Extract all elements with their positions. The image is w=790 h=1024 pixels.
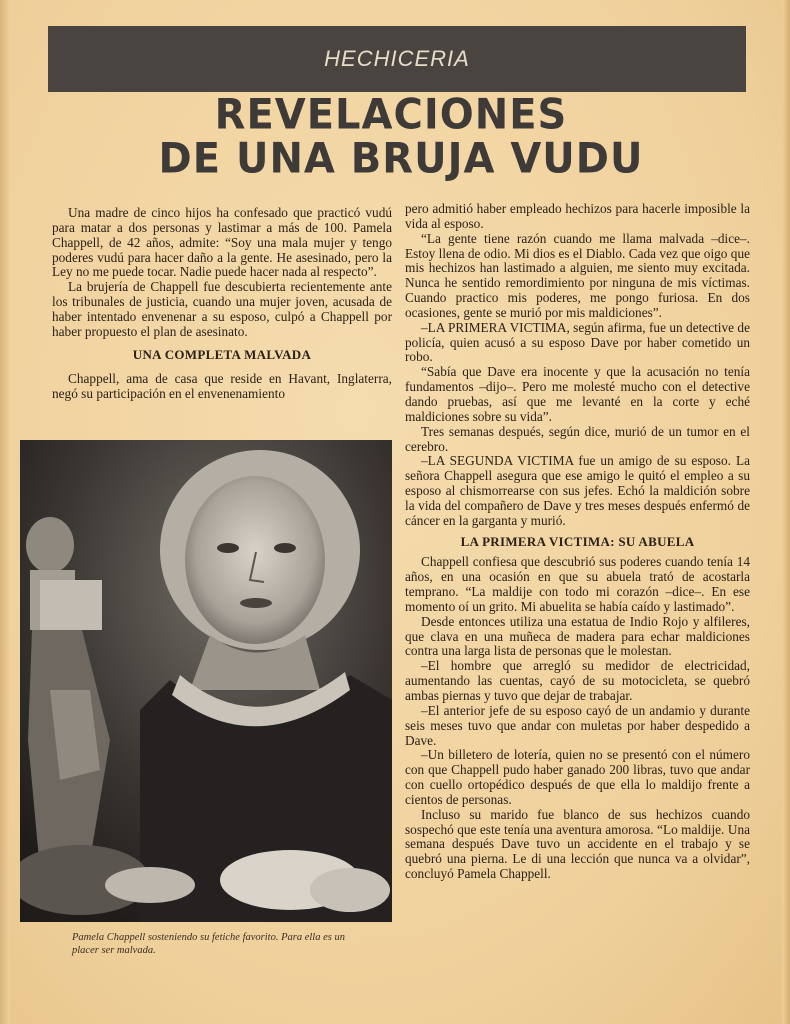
right-paragraph: Tres semanas después, según dice, murió de un tumor en el cerebro. — [405, 423, 750, 454]
section-label: HECHICERIA — [324, 46, 470, 71]
photo-illustration — [20, 440, 392, 922]
right-paragraph: –Un billetero de lotería, quien no se presentó con el número con que Chappell pudo haber ganado 200 libras, tuvo que andar con cuello ortopédico después de que ella lo maldijo frente a cientos de personas. — [405, 747, 750, 807]
left-paragraph: La brujería de Chappell fue descubierta recientemente ante los tribunales de justicia, cuando una mujer joven, acusada de haber intentado envenenar a su esposo, culpó a Chappell por haber propuesto el plan de asesinato. — [52, 279, 392, 339]
right-paragraph: Desde entonces utiliza una estatua de Indio Rojo y alfileres, que clava en una muñeca de madera para echar maldiciones contra una larga lista de personas que le molestan. — [405, 613, 750, 659]
photo-caption: Pamela Chappell sosteniendo su fetiche favorito. Para ella es un placer ser malvada. — [72, 932, 345, 956]
headline-line-1: REVELACIONES — [214, 90, 568, 140]
left-subhead: UNA COMPLETA MALVADA — [132, 346, 312, 362]
right-paragraph: “La gente tiene razón cuando me llama malvada –dice–. Estoy llena de odio. Mi dios es el Diablo. Cada vez que oigo que mis hechizos han lastimado a alguien, me siento muy excitada. Nunca he sentido remordimiento por ninguna de mis víctimas. Cuando practico mis poderes, me pongo furiosa. En dos ocasiones, gente se murió por mis maldiciones”. — [405, 230, 750, 320]
right-paragraph: –LA PRIMERA VICTIMA, según afirma, fue un detective de policía, quien acusó a su esposo Dave por haber cometido un robo. — [405, 319, 750, 365]
right-paragraph: Chappell confiesa que descubrió sus poderes cuando tenía 14 años, en una ocasión en que su abuela trató de acostarla temprano. “La maldije con todo mi corazón –dice–. En ese momento oí un grito. Mi abuelita se había caído y lastimado”. — [405, 554, 750, 614]
headline-line-2: DE UNA BRUJA VUDU — [158, 134, 644, 184]
left-column — [52, 206, 392, 402]
left-paragraph: Chappell, ama de casa que reside en Havant, Inglaterra, negó su participación en el envenenamiento — [52, 371, 392, 402]
right-paragraph: Incluso su marido fue blanco de sus hechizos cuando sospechó que este tenía una aventura amorosa. “Lo maldije. Una semana después Dave tuvo un accidente en el trabajo y se quebró una pierna. Le di una lección que nunca va a olvidar”, concluyó Pamela Chappell. — [405, 806, 750, 882]
right-paragraph: –LA SEGUNDA VICTIMA fue un amigo de su esposo. La señora Chappell asegura que ese amigo le quitó el empleo a su esposo al chismorrearse con sus jefes. Echó la maldición sobre la vida del compañero de Dave y tres meses después enfermó de cáncer en la garganta y murió. — [405, 453, 750, 528]
right-column — [405, 202, 750, 882]
article-photo — [20, 440, 392, 922]
right-paragraph: –El anterior jefe de su esposo cayó de un andamio y durante seis meses tuvo que andar con muletas por haber despedido a Dave. — [405, 702, 750, 748]
right-subhead: LA PRIMERA VICTIMA: SU ABUELA — [460, 533, 695, 549]
left-paragraph: Una madre de cinco hijos ha confesado que practicó vudú para matar a dos personas y lastimar a más de 100. Pamela Chappell, de 42 años, admite: “Soy una mala mujer y tengo poderes vudú para hacer daño a la gente. He asesinado, pero la Ley no me puede tocar. Nadie puede hacer nada al respecto”. — [52, 205, 392, 280]
section-banner — [48, 26, 746, 92]
right-paragraph: “Sabía que Dave era inocente y que la acusación no tenía fundamentos –dijo–. Pero me molesté mucho con el detective dando pruebas, así que me levanté en la corte y eché maldiciones sobre su vida”. — [405, 364, 750, 424]
right-paragraph: –El hombre que arregló su medidor de electricidad, aumentando las cuentas, cayó de su motocicleta, se quebró ambas piernas y tuvo que dejar de trabajar. — [405, 658, 750, 703]
right-paragraph: pero admitió haber empleado hechizos para hacerle imposible la vida al esposo. — [405, 201, 750, 231]
